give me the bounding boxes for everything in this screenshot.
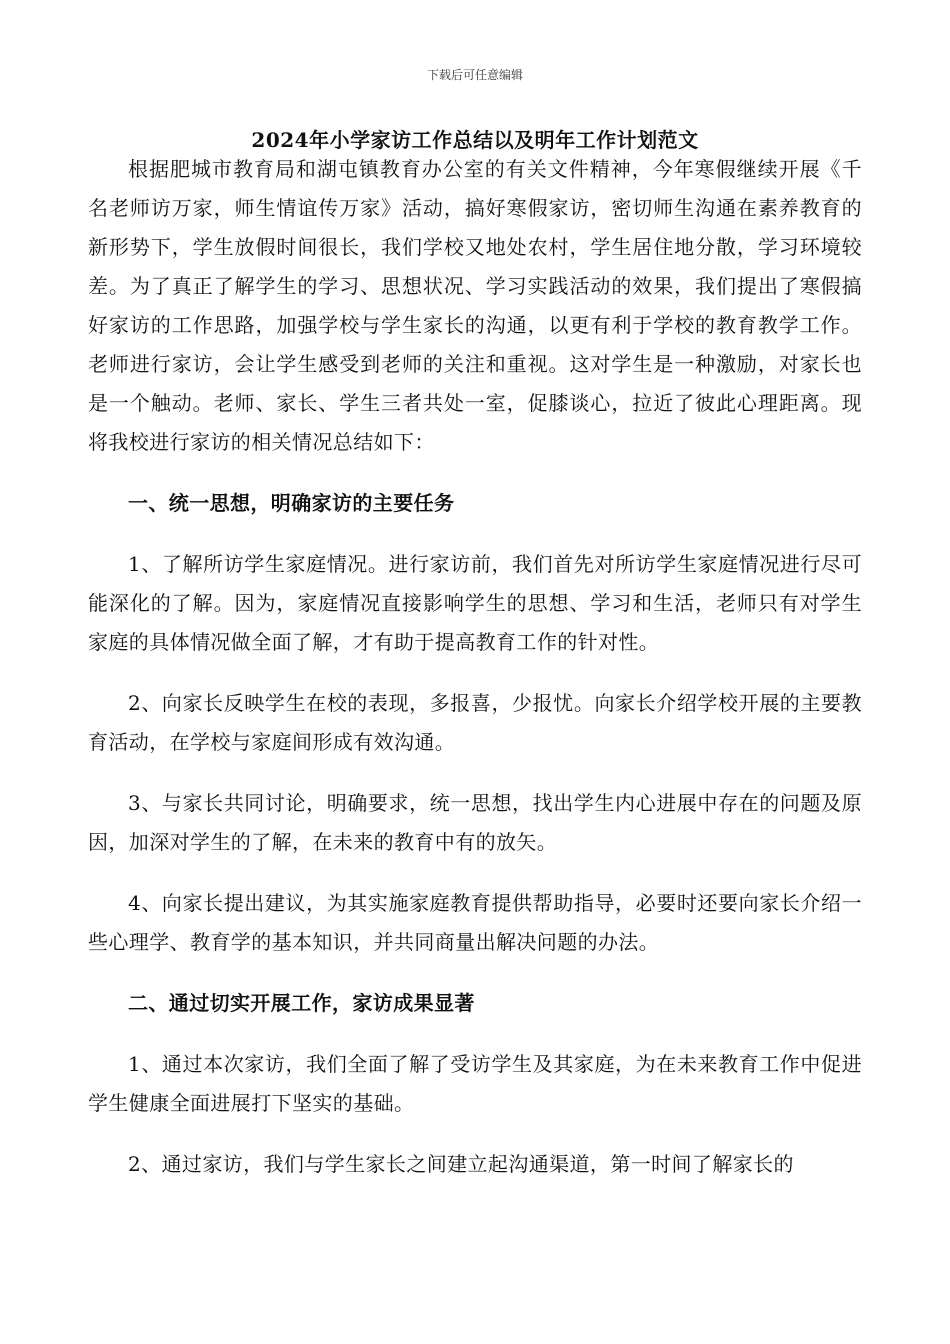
- header-note: 下载后可任意编辑: [426, 68, 523, 82]
- list-item: 4、向家长提出建议，为其实施家庭教育提供帮助指导，必要时还要向家长介绍一些心理学、教育学的基本知识，并共同商量出解决问题的办法。: [88, 891, 862, 954]
- document-body: [88, 150, 862, 1184]
- list-item: 2、向家长反映学生在校的表现，多报喜，少报忧。向家长介绍学校开展的主要教育活动，在学校与家庭间形成有效沟通。: [88, 691, 862, 754]
- list-item: 1、通过本次家访，我们全面了解了受访学生及其家庭，为在未来教育工作中促进学生健康全面进展打下坚实的基础。: [88, 1052, 862, 1115]
- list-item: 3、与家长共同讨论，明确要求，统一思想，找出学生内心进展中存在的问题及原因，加深对学生的了解，在未来的教育中有的放矢。: [88, 791, 862, 854]
- intro-paragraph: 根据肥城市教育局和湖屯镇教育办公室的有关文件精神，今年寒假继续开展《千名老师访万家，师生情谊传万家》活动，搞好寒假家访，密切师生沟通在素养教育的新形势下，学生放假时间很长，我们学校又地处农村，学生居住地分散，学习环境较差。为了真正了解学生的学习、思想状况、学习实践活动的效果，我们提出了寒假搞好家访的工作思路，加强学校与学生家长的沟通，以更有利于学校的教育教学工作。老师进行家访，会让学生感受到老师的关注和重视。这对学生是一种激励，对家长也是一个触动。老师、家长、学生三者共处一室，促膝谈心，拉近了彼此心理距离。现将我校进行家访的相关情况总结如下：: [88, 157, 862, 454]
- list-item: 2、通过家访，我们与学生家长之间建立起沟通渠道，第一时间了解家长的: [128, 1152, 794, 1176]
- section-heading: 一、统一思想，明确家访的主要任务: [128, 491, 455, 515]
- page-title: 2024年小学家访工作总结以及明年工作计划范文: [251, 128, 699, 152]
- section-heading: 二、通过切实开展工作，家访成果显著: [128, 991, 475, 1015]
- list-item: 1、了解所访学生家庭情况。进行家访前，我们首先对所访学生家庭情况进行尽可能深化的了解。因为，家庭情况直接影响学生的思想、学习和生活，老师只有对学生家庭的具体情况做全面了解，才有助于提高教育工作的针对性。: [88, 552, 862, 654]
